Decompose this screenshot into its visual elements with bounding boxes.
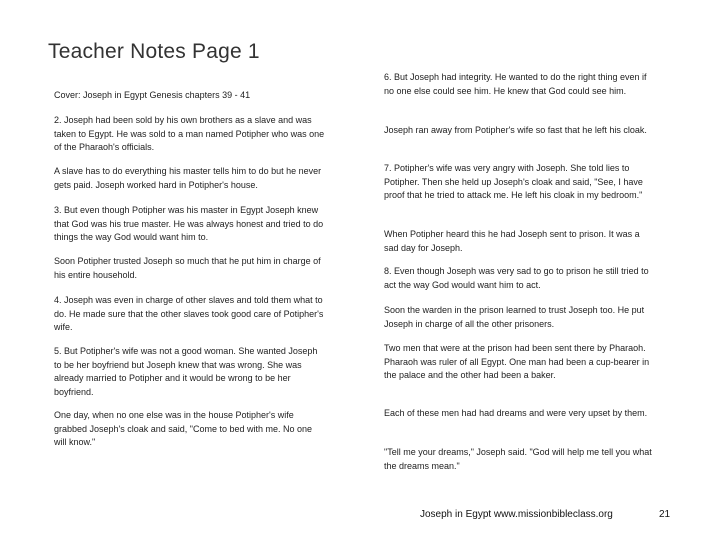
paragraph-8: 8. Even though Joseph was very sad to go to prison he still tried to act the way God would want him to act. — [384, 266, 649, 290]
footer-text: Joseph in Egypt www.missionbibleclass.org — [420, 509, 613, 520]
paragraph-two-men: Two men that were at the prison had been sent there by Pharaoh. Pharaoh was ruler of all Egypt. One man had been a cup-bearer in the palace and the other had been a baker. — [384, 343, 650, 380]
paragraph-ran-away: Joseph ran away from Potipher's wife so fast that he left his cloak. — [384, 125, 647, 135]
paragraph-4: 4. Joseph was even in charge of other slaves and told them what to do. He made sure that the other slaves took good care of Potipher's wife. — [54, 295, 324, 332]
page-title: Teacher Notes Page 1 — [48, 40, 260, 63]
paragraph-dreams: Each of these men had had dreams and were very upset by them. — [384, 408, 648, 418]
paragraph-tell-me: "Tell me your dreams," Joseph said. "God will help me tell you what the dreams mean." — [384, 447, 652, 471]
paragraph-2: 2. Joseph had been sold by his own brothers as a slave and was taken to Egypt. He was sold to a man named Potipher who was one of the Pharaoh's officials. — [54, 115, 325, 152]
paragraph-3: 3. But even though Potipher was his master in Egypt Joseph knew that God was his true master. He was always honest and tried to do things the way God would want him to. — [54, 205, 324, 242]
paragraph-prison: When Potipher heard this he had Joseph sent to prison. It was a sad day for Joseph. — [384, 229, 640, 253]
paragraph-one-day: One day, when no one else was in the house Potipher's wife grabbed Joseph's cloak and said, "Come to bed with me. No one will know." — [54, 410, 313, 447]
paragraph-7: 7. Potipher's wife was very angry with Joseph. She told lies to Potipher. Then she held up Joseph's cloak and said, "See, I have proof that he tried to attack me. He left his cloak in my bedroom." — [384, 163, 643, 200]
paragraph-slave: A slave has to do everything his master tells him to do but he never gets paid. Joseph worked hard in Potipher's house. — [54, 166, 322, 190]
paragraph-warden: Soon the warden in the prison learned to trust Joseph too. He put Joseph in charge of all the other prisoners. — [384, 305, 645, 329]
paragraph-6: 6. But Joseph had integrity. He wanted to do the right thing even if no one else could see him. He knew that God could see him. — [384, 72, 647, 96]
paragraph-5: 5. But Potipher's wife was not a good woman. She wanted Joseph to be her boyfriend but Joseph knew that was wrong. She was already married to Potipher and it would be wrong to be her boyfriend. — [54, 346, 318, 397]
page-number: 21 — [659, 509, 671, 520]
paragraph-trust: Soon Potipher trusted Joseph so much that he put him in charge of his entire household. — [54, 256, 321, 280]
paragraph-cover: Cover: Joseph in Egypt Genesis chapters 39 - 41 — [54, 90, 251, 100]
